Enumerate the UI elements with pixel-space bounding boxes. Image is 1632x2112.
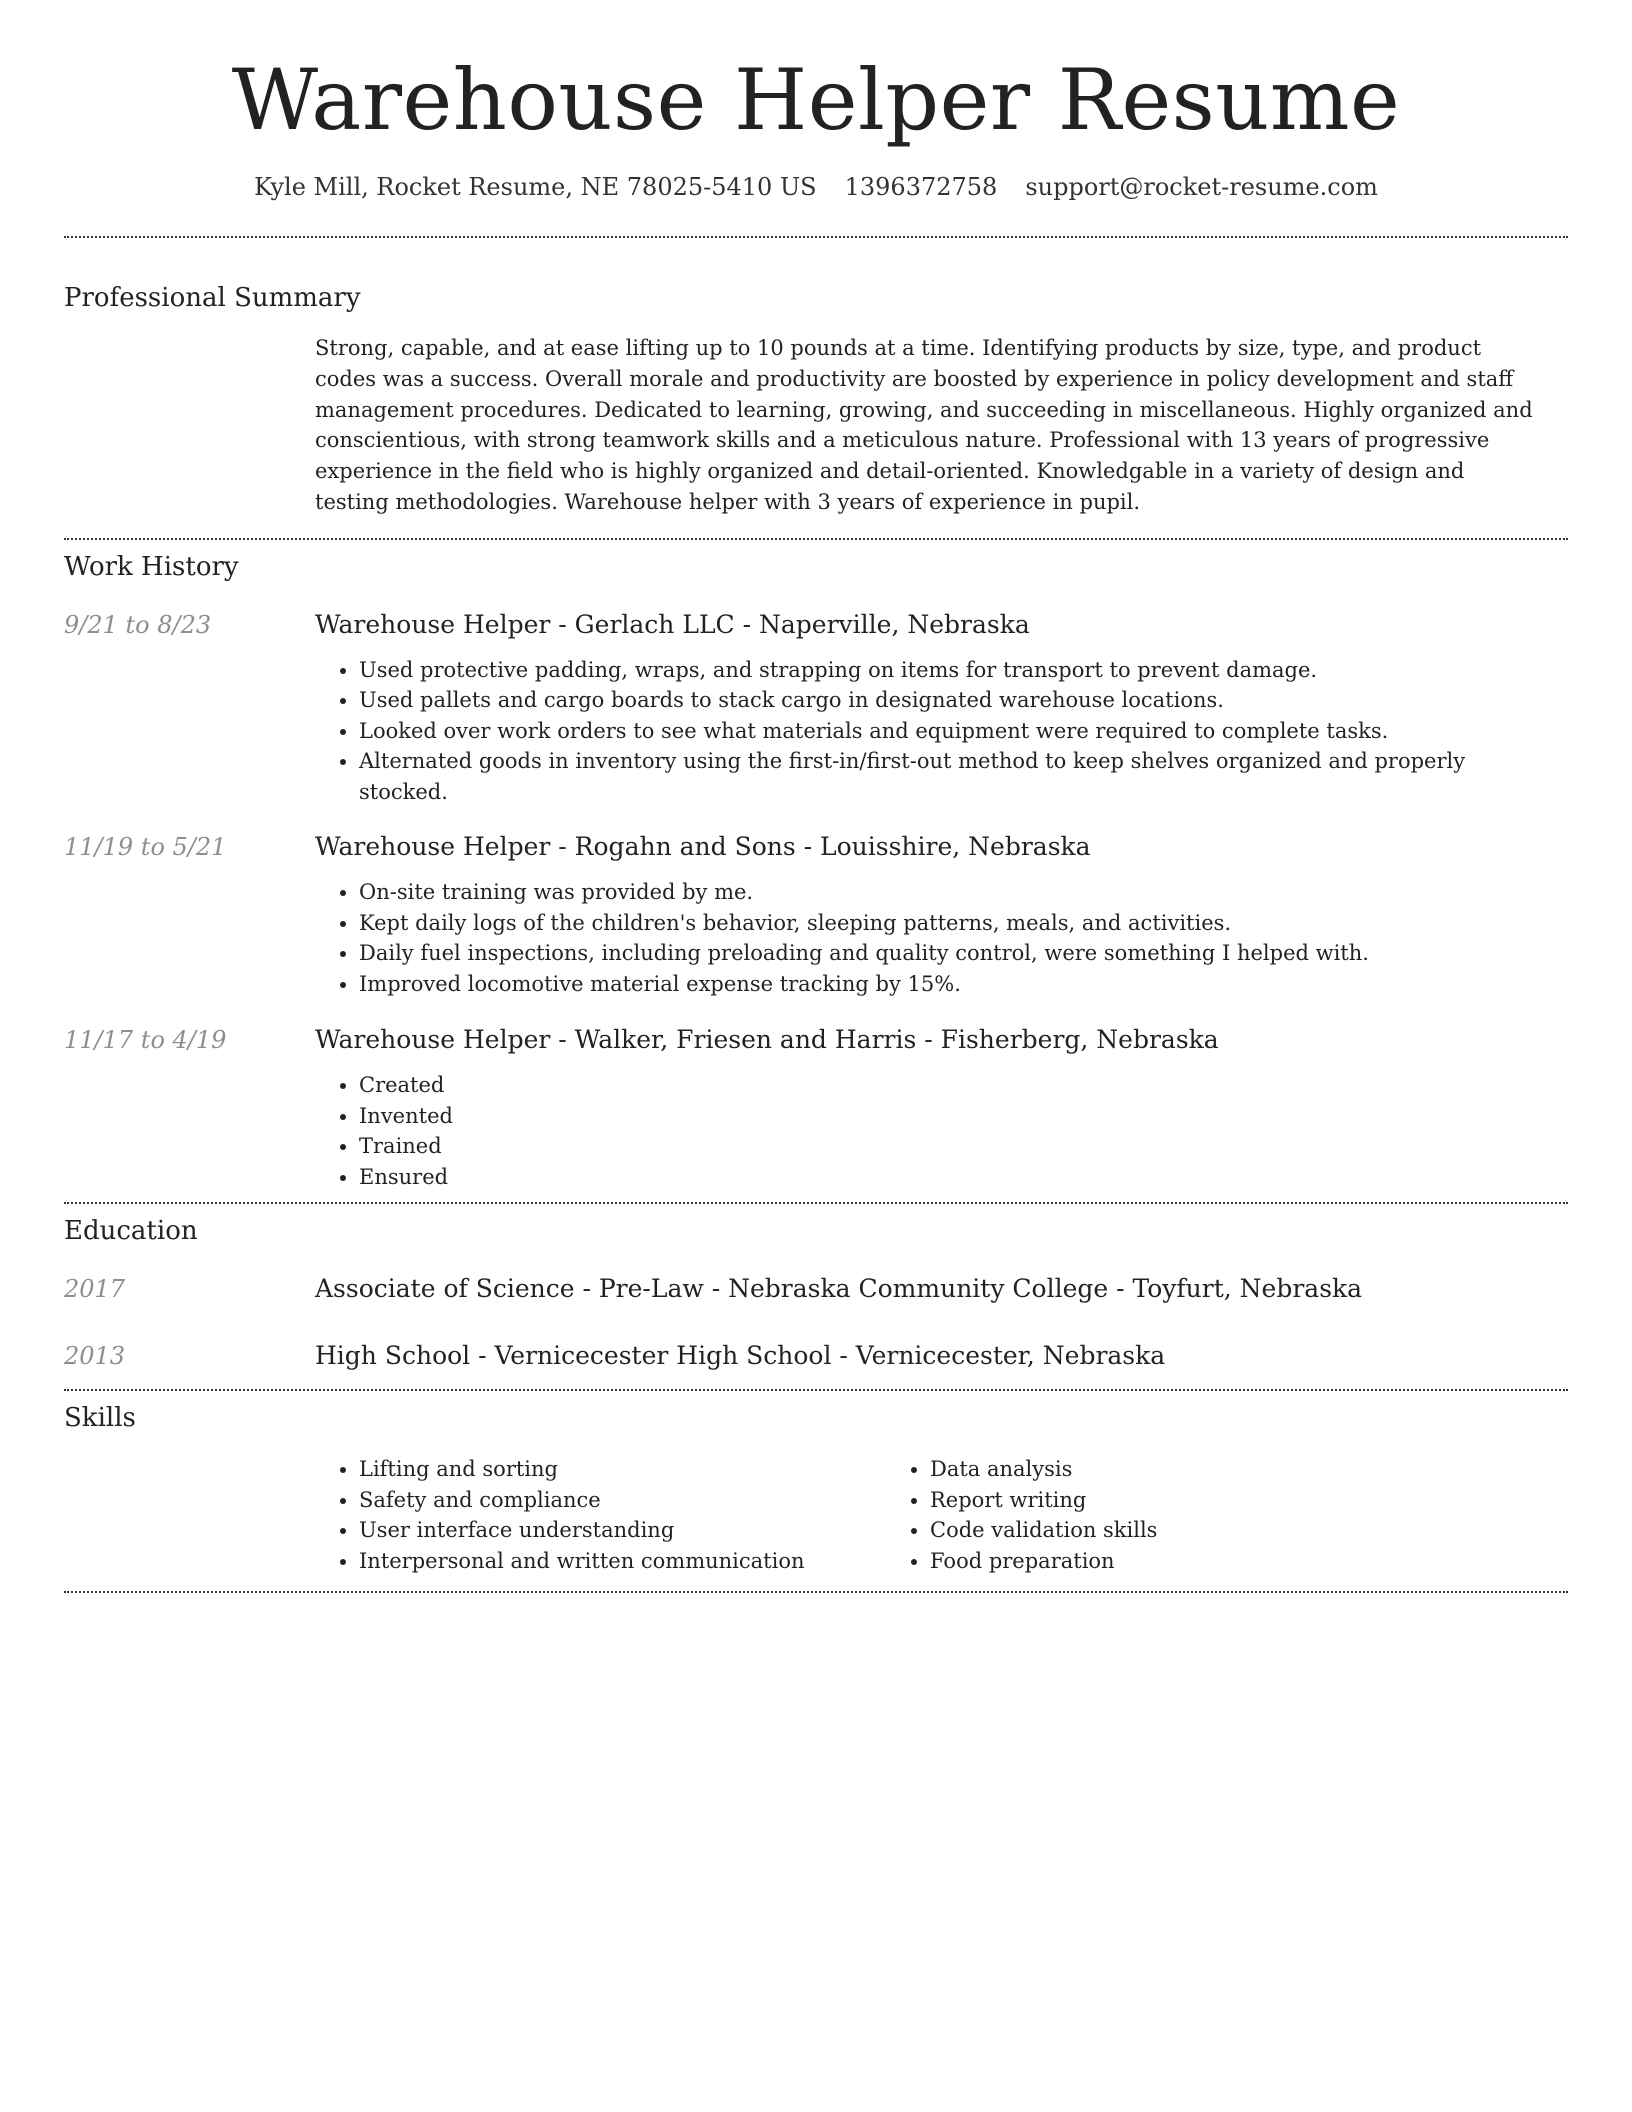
job-dates: 11/19 to 5/21 — [64, 833, 227, 862]
education-degree: Associate of Science - Pre-Law — [315, 1274, 704, 1304]
skill-item: • Report writing — [930, 1485, 1457, 1516]
education-degree: High School — [315, 1341, 471, 1371]
job-role: Warehouse Helper — [315, 832, 551, 862]
skill-item: • Safety and compliance — [359, 1485, 886, 1516]
list-item: • Trained — [359, 1131, 1538, 1162]
education-school: - Vernicecester High School - Vernicecester, Nebraska — [470, 1341, 1166, 1371]
contact-phone: 1396372758 — [844, 173, 998, 201]
job-entry — [64, 607, 1568, 808]
education-school: - Nebraska Community College - Toyfurt, Nebraska — [703, 1274, 1363, 1304]
contact-line — [64, 170, 1568, 204]
job-company: - Walker, Friesen and Harris - Fisherberg, Nebraska — [550, 1025, 1219, 1055]
job-role: Warehouse Helper — [315, 1025, 551, 1055]
section-title-education: Education — [64, 1216, 198, 1247]
work-section — [64, 540, 1568, 1193]
job-heading — [315, 1022, 1538, 1058]
skill-item: • Data analysis — [930, 1454, 1457, 1485]
job-heading — [315, 829, 1538, 865]
list-item: • Created — [359, 1070, 1538, 1101]
job-role: Warehouse Helper — [315, 609, 551, 639]
education-year: 2013 — [64, 1342, 126, 1371]
list-item: • Improved locomotive material expense tracking by 15%. — [359, 969, 1538, 1000]
section-title-work: Work History — [64, 551, 239, 582]
section-title-summary: Professional Summary — [64, 283, 361, 313]
job-bullets — [315, 1070, 1538, 1192]
list-item: • Looked over work orders to see what materials and equipment were required to complete tasks. — [359, 716, 1538, 747]
skills-list-right — [886, 1454, 1457, 1576]
job-heading — [315, 607, 1538, 643]
education-year: 2017 — [64, 1275, 126, 1304]
job-entry — [64, 829, 1568, 999]
skills-list-left — [315, 1454, 886, 1576]
education-section — [64, 1204, 1568, 1374]
job-dates: 11/17 to 4/19 — [64, 1026, 227, 1055]
list-item: • Daily fuel inspections, including preloading and quality control, were something I helped with. — [359, 938, 1538, 969]
job-entry — [64, 1022, 1568, 1192]
job-bullets — [315, 877, 1538, 999]
summary-text: Strong, capable, and at ease lifting up to 10 pounds at a time. Identifying products by size, type, and product codes was a success. Overall morale and productivity are boosted by experience in policy development and staff management procedures. Dedicated to learning, growing, and succeeding in miscellaneous. Highly organized and conscientious, with strong teamwork skills and a meticulous nature. Professional with 13 years of progressive experience in the field who is highly organized and detail-oriented. Knowledgable in a variety of design and testing methodologies. Warehouse helper with 3 years of experience in pupil. — [315, 336, 1533, 514]
job-company: - Gerlach LLC - Naperville, Nebraska — [550, 609, 1030, 639]
divider — [64, 1591, 1568, 1593]
skill-item: • User interface understanding — [359, 1515, 886, 1546]
job-bullets — [315, 655, 1538, 808]
skill-item: • Food preparation — [930, 1546, 1457, 1577]
skill-item: • Interpersonal and written communication — [359, 1546, 886, 1577]
education-heading — [315, 1271, 1538, 1307]
job-company: - Rogahn and Sons - Louisshire, Nebraska — [550, 832, 1091, 862]
job-dates: 9/21 to 8/23 — [64, 610, 212, 639]
education-entry — [64, 1271, 1568, 1307]
resume-page — [64, 0, 1568, 1593]
summary-section — [64, 238, 1568, 518]
education-entry — [64, 1338, 1568, 1374]
skills-section — [64, 1391, 1568, 1576]
list-item: • Used pallets and cargo boards to stack cargo in designated warehouse locations. — [359, 685, 1538, 716]
skills-grid — [315, 1454, 1538, 1576]
contact-address: Kyle Mill, Rocket Resume, NE 78025-5410 US — [254, 173, 817, 201]
skill-item: • Lifting and sorting — [359, 1454, 886, 1485]
education-heading — [315, 1338, 1538, 1374]
skill-item: • Code validation skills — [930, 1515, 1457, 1546]
list-item: • Kept daily logs of the children's behavior, sleeping patterns, meals, and activities. — [359, 908, 1538, 939]
list-item: • Ensured — [359, 1162, 1538, 1193]
list-item: • Alternated goods in inventory using the first-in/first-out method to keep shelves organized and properly stocked. — [359, 746, 1538, 807]
contact-email: support@rocket-resume.com — [1025, 173, 1378, 201]
resume-title: Warehouse Helper Resume — [231, 51, 1401, 149]
list-item: • Invented — [359, 1101, 1538, 1132]
section-title-skills: Skills — [64, 1403, 136, 1434]
list-item: • On-site training was provided by me. — [359, 877, 1538, 908]
list-item: • Used protective padding, wraps, and strapping on items for transport to prevent damage. — [359, 655, 1538, 686]
